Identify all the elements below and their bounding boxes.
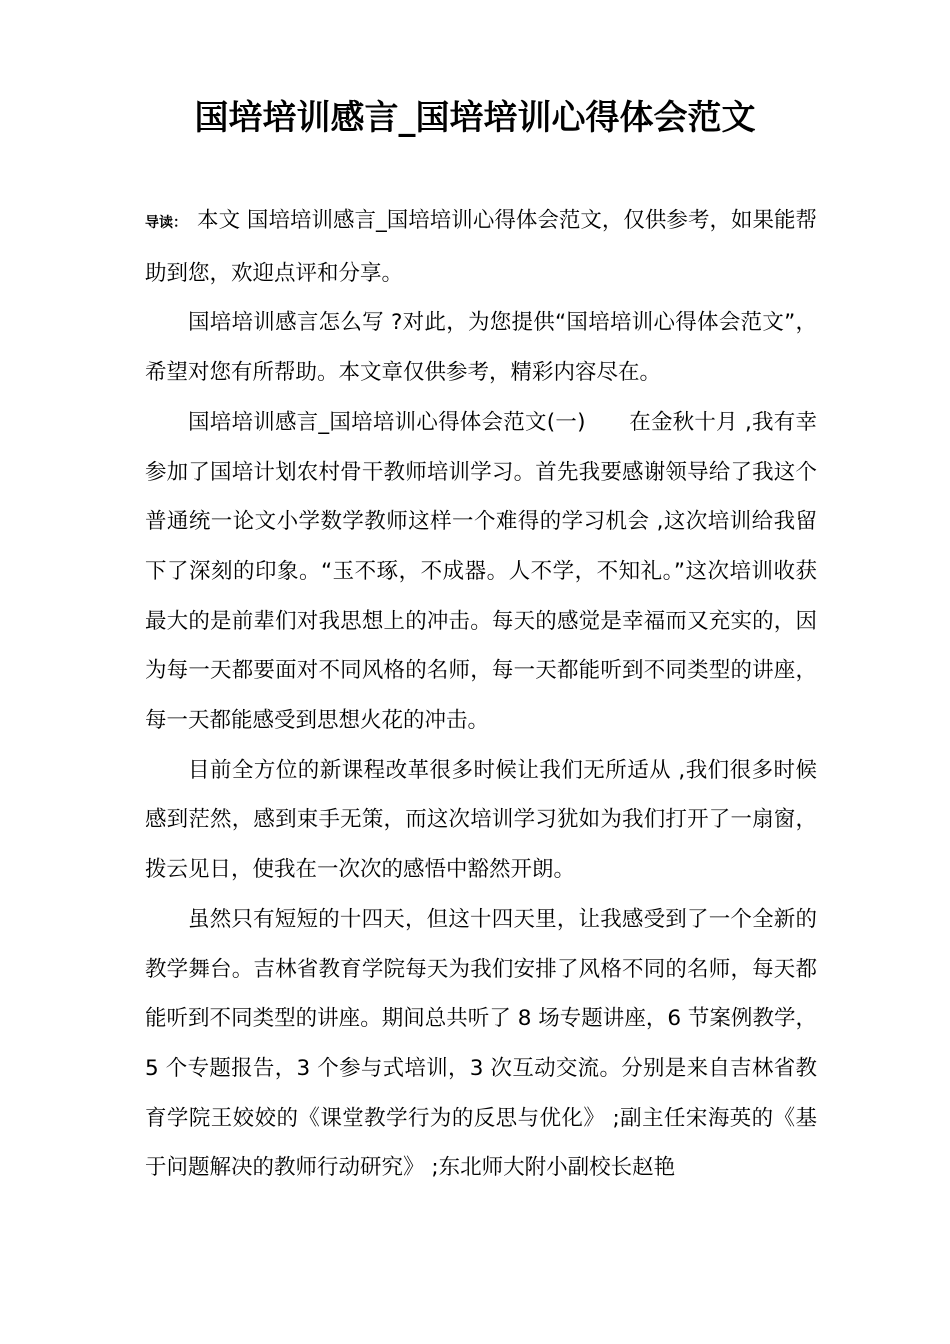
document-title: 国培培训感言_国培培训心得体会范文 (194, 98, 756, 138)
lead-paragraph (145, 196, 817, 298)
body-paragraph: 国培培训感言_国培培训心得体会范文(一) 在金秋十月 ,我有幸参加了国培计划农村骨干教师培训学习。首先我要感谢领导给了我这个普通统一论文小学数学教师这样一个难得的学习机会 ,这次培训给我留下了深刻的印象。“玉不琢，不成器。人不学，不知礼。”这次培训收获最大的是前辈们对我思想上的冲击。每天的感觉是幸福而又充实的，因为每一天都要面对不同风格的名师，每一天都能听到不同类型的讲座，每一天都能感受到思想火花的冲击。 (145, 409, 817, 734)
document-body (145, 196, 817, 1193)
body-paragraph: 目前全方位的新课程改革很多时候让我们无所适从 ,我们很多时候感到茫然，感到束手无策，而这次培训学习犹如为我们打开了一扇窗，拨云见日，使我在一次次的感悟中豁然开朗。 (145, 757, 817, 883)
lead-label: 导读： (145, 215, 188, 231)
body-paragraph: 虽然只有短短的十四天，但这十四天里，让我感受到了一个全新的教学舞台。吉林省教育学院每天为我们安排了风格不同的名师，每天都能听到不同类型的讲座。期间总共听了 8 场专题讲座，6 节案例教学，5 个专题报告，3 个参与式培训，3 次互动交流。分别是来自吉林省教育学院王姣姣的《课堂教学行为的反思与优化》 ;副主任宋海英的《基于问题解决的教师行动研究》 ;东北师大附小副校长赵艳 (145, 906, 817, 1181)
lead-text: 本文 国培培训感言_国培培训心得体会范文，仅供参考，如果能帮助到您，欢迎点评和分享。 (145, 208, 818, 286)
body-paragraph: 国培培训感言怎么写 ?对此，为您提供“国培培训心得体会范文”，希望对您有所帮助。本文章仅供参考，精彩内容尽在。 (145, 310, 817, 386)
